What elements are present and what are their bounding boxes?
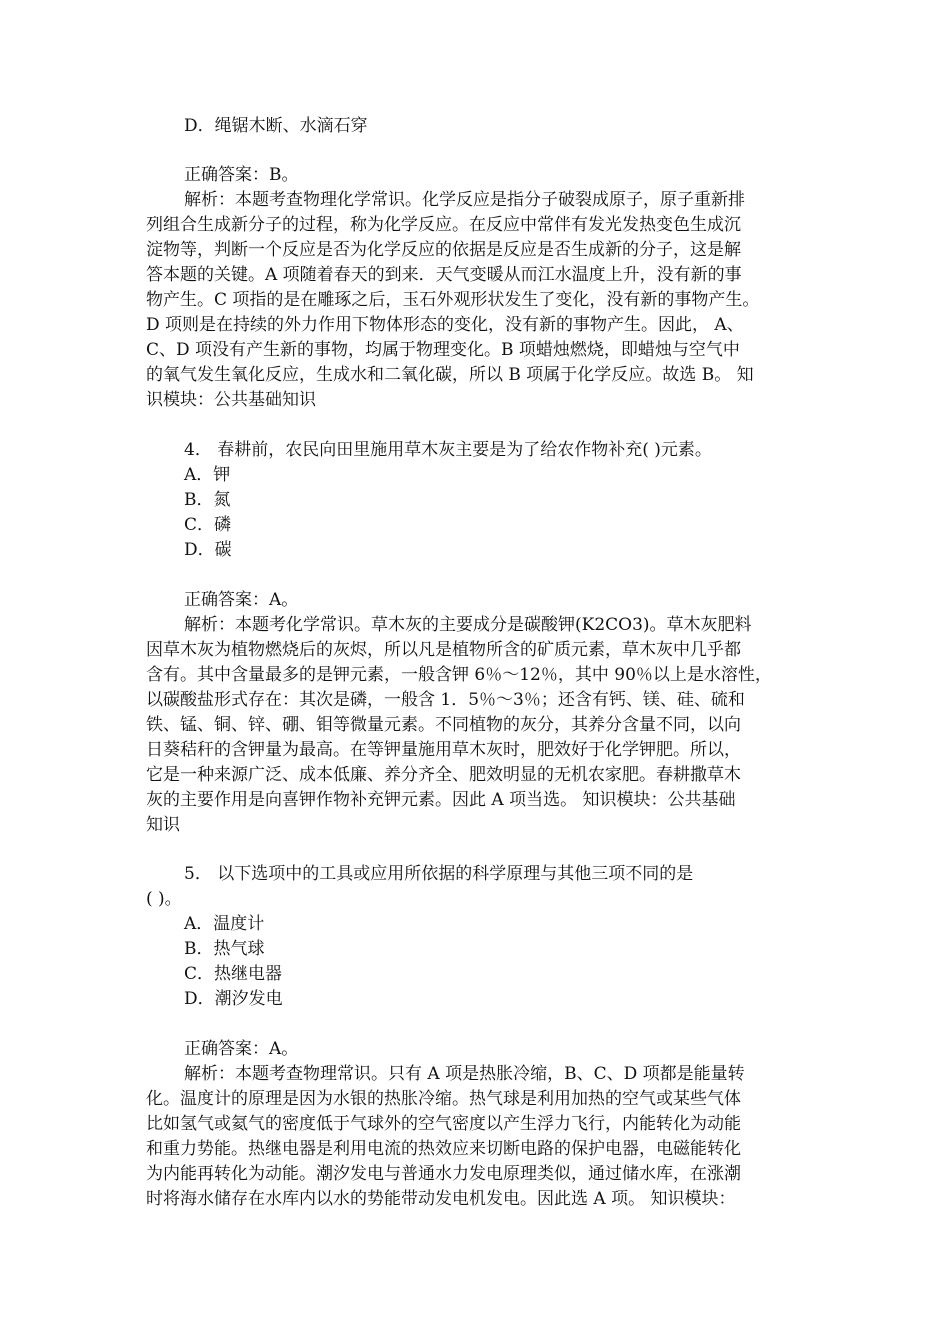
q4-option-c: C．磷 <box>184 515 232 535</box>
q4-analysis-line: 灰的主要作用是向喜钾作物补充钾元素。因此 A 项当选。 知识模块：公共基础 <box>146 790 736 810</box>
q3-analysis-line: C、D 项没有产生新的事物，均属于物理变化。B 项蜡烛燃烧，即蜡烛与空气中 <box>146 340 740 360</box>
q4-option-b: B．氮 <box>184 490 231 510</box>
q5-question-cont: ( )。 <box>146 889 182 909</box>
q3-analysis-line: 的氧气发生氧化反应，生成水和二氧化碳，所以 B 项属于化学反应。故选 B。 知 <box>146 365 754 385</box>
q3-analysis-line: 识模块：公共基础知识 <box>146 390 316 410</box>
q5-analysis-line: 解析：本题考查物理常识。只有 A 项是热胀冷缩，B、C、D 项都是能量转 <box>184 1064 745 1084</box>
q5-option-a: A．温度计 <box>184 914 265 934</box>
q4-analysis-line: 含有。其中含量最多的是钾元素，一般含钾 6％～12％，其中 90％以上是水溶性， <box>146 665 772 685</box>
q3-analysis-line: 解析：本题考查物理化学常识。化学反应是指分子破裂成原子，原子重新排 <box>184 190 745 210</box>
q4-analysis-line: 铁、锰、铜、锌、硼、钼等微量元素。不同植物的灰分，其养分含量不同，以向 <box>146 715 741 735</box>
q5-question: 5． 以下选项中的工具或应用所依据的科学原理与其他三项不同的是 <box>184 864 694 884</box>
q3-analysis-line: D 项则是在持续的外力作用下物体形态的变化，没有新的事物产生。因此， A、 <box>146 315 744 335</box>
q5-analysis-line: 化。温度计的原理是因为水银的热胀冷缩。热气球是利用加热的空气或某些气体 <box>146 1089 741 1109</box>
q4-answer: 正确答案：A。 <box>184 590 299 610</box>
q4-analysis-line: 解析：本题考化学常识。草木灰的主要成分是碳酸钾(K2CO3)。草木灰肥料 <box>184 615 752 635</box>
q5-analysis-line: 时将海水储存在水库内以水的势能带动发电机发电。因此选 A 项。 知识模块： <box>146 1189 736 1209</box>
q3-analysis-line: 淀物等，判断一个反应是否为化学反应的依据是反应是否生成新的分子，这是解 <box>146 240 741 260</box>
q4-question: 4． 春耕前，农民向田里施用草木灰主要是为了给农作物补充( )元素。 <box>184 440 712 460</box>
q5-analysis-line: 和重力势能。热继电器是利用电流的热效应来切断电路的保护电器，电磁能转化 <box>146 1139 741 1159</box>
q3-analysis-line: 物产生。C 项指的是在雕琢之后，玉石外观形状发生了变化，没有新的事物产生。 <box>146 290 760 310</box>
q4-analysis-line: 因草木灰为植物燃烧后的灰烬，所以凡是植物所含的矿质元素，草木灰中几乎都 <box>146 640 741 660</box>
q3-analysis-line: 答本题的关键。A 项随着春天的到来．天气变暖从而江水温度上升，没有新的事 <box>146 265 742 285</box>
q5-option-b: B．热气球 <box>184 939 265 959</box>
q4-option-a: A．钾 <box>184 465 231 485</box>
q5-analysis-line: 比如氢气或氦气的密度低于气球外的空气密度以产生浮力飞行，内能转化为动能 <box>146 1114 741 1134</box>
q5-option-d: D．潮汐发电 <box>184 989 283 1009</box>
q4-analysis-line: 以碳酸盐形式存在：其次是磷，一般含 1．5％～3％；还含有钙、镁、硅、硫和 <box>146 690 745 710</box>
q4-analysis-line: 它是一种来源广泛、成本低廉、养分齐全、肥效明显的无机农家肥。春耕撒草木 <box>146 765 741 785</box>
q3-answer: 正确答案：B。 <box>184 165 299 185</box>
q3-analysis-line: 列组合生成新分子的过程，称为化学反应。在反应中常伴有发光发热变色生成沉 <box>146 215 741 235</box>
q4-analysis-line: 知识 <box>146 815 180 835</box>
q5-option-c: C．热继电器 <box>184 964 283 984</box>
q5-analysis-line: 为内能再转化为动能。潮汐发电与普通水力发电原理类似，通过储水库，在涨潮 <box>146 1164 741 1184</box>
q4-analysis-line: 日葵秸秆的含钾量为最高。在等钾量施用草木灰时，肥效好于化学钾肥。所以， <box>146 740 741 760</box>
q5-answer: 正确答案：A。 <box>184 1039 299 1059</box>
q3-option-d: D．绳锯木断、水滴石穿 <box>184 116 368 136</box>
q4-option-d: D．碳 <box>184 540 232 560</box>
